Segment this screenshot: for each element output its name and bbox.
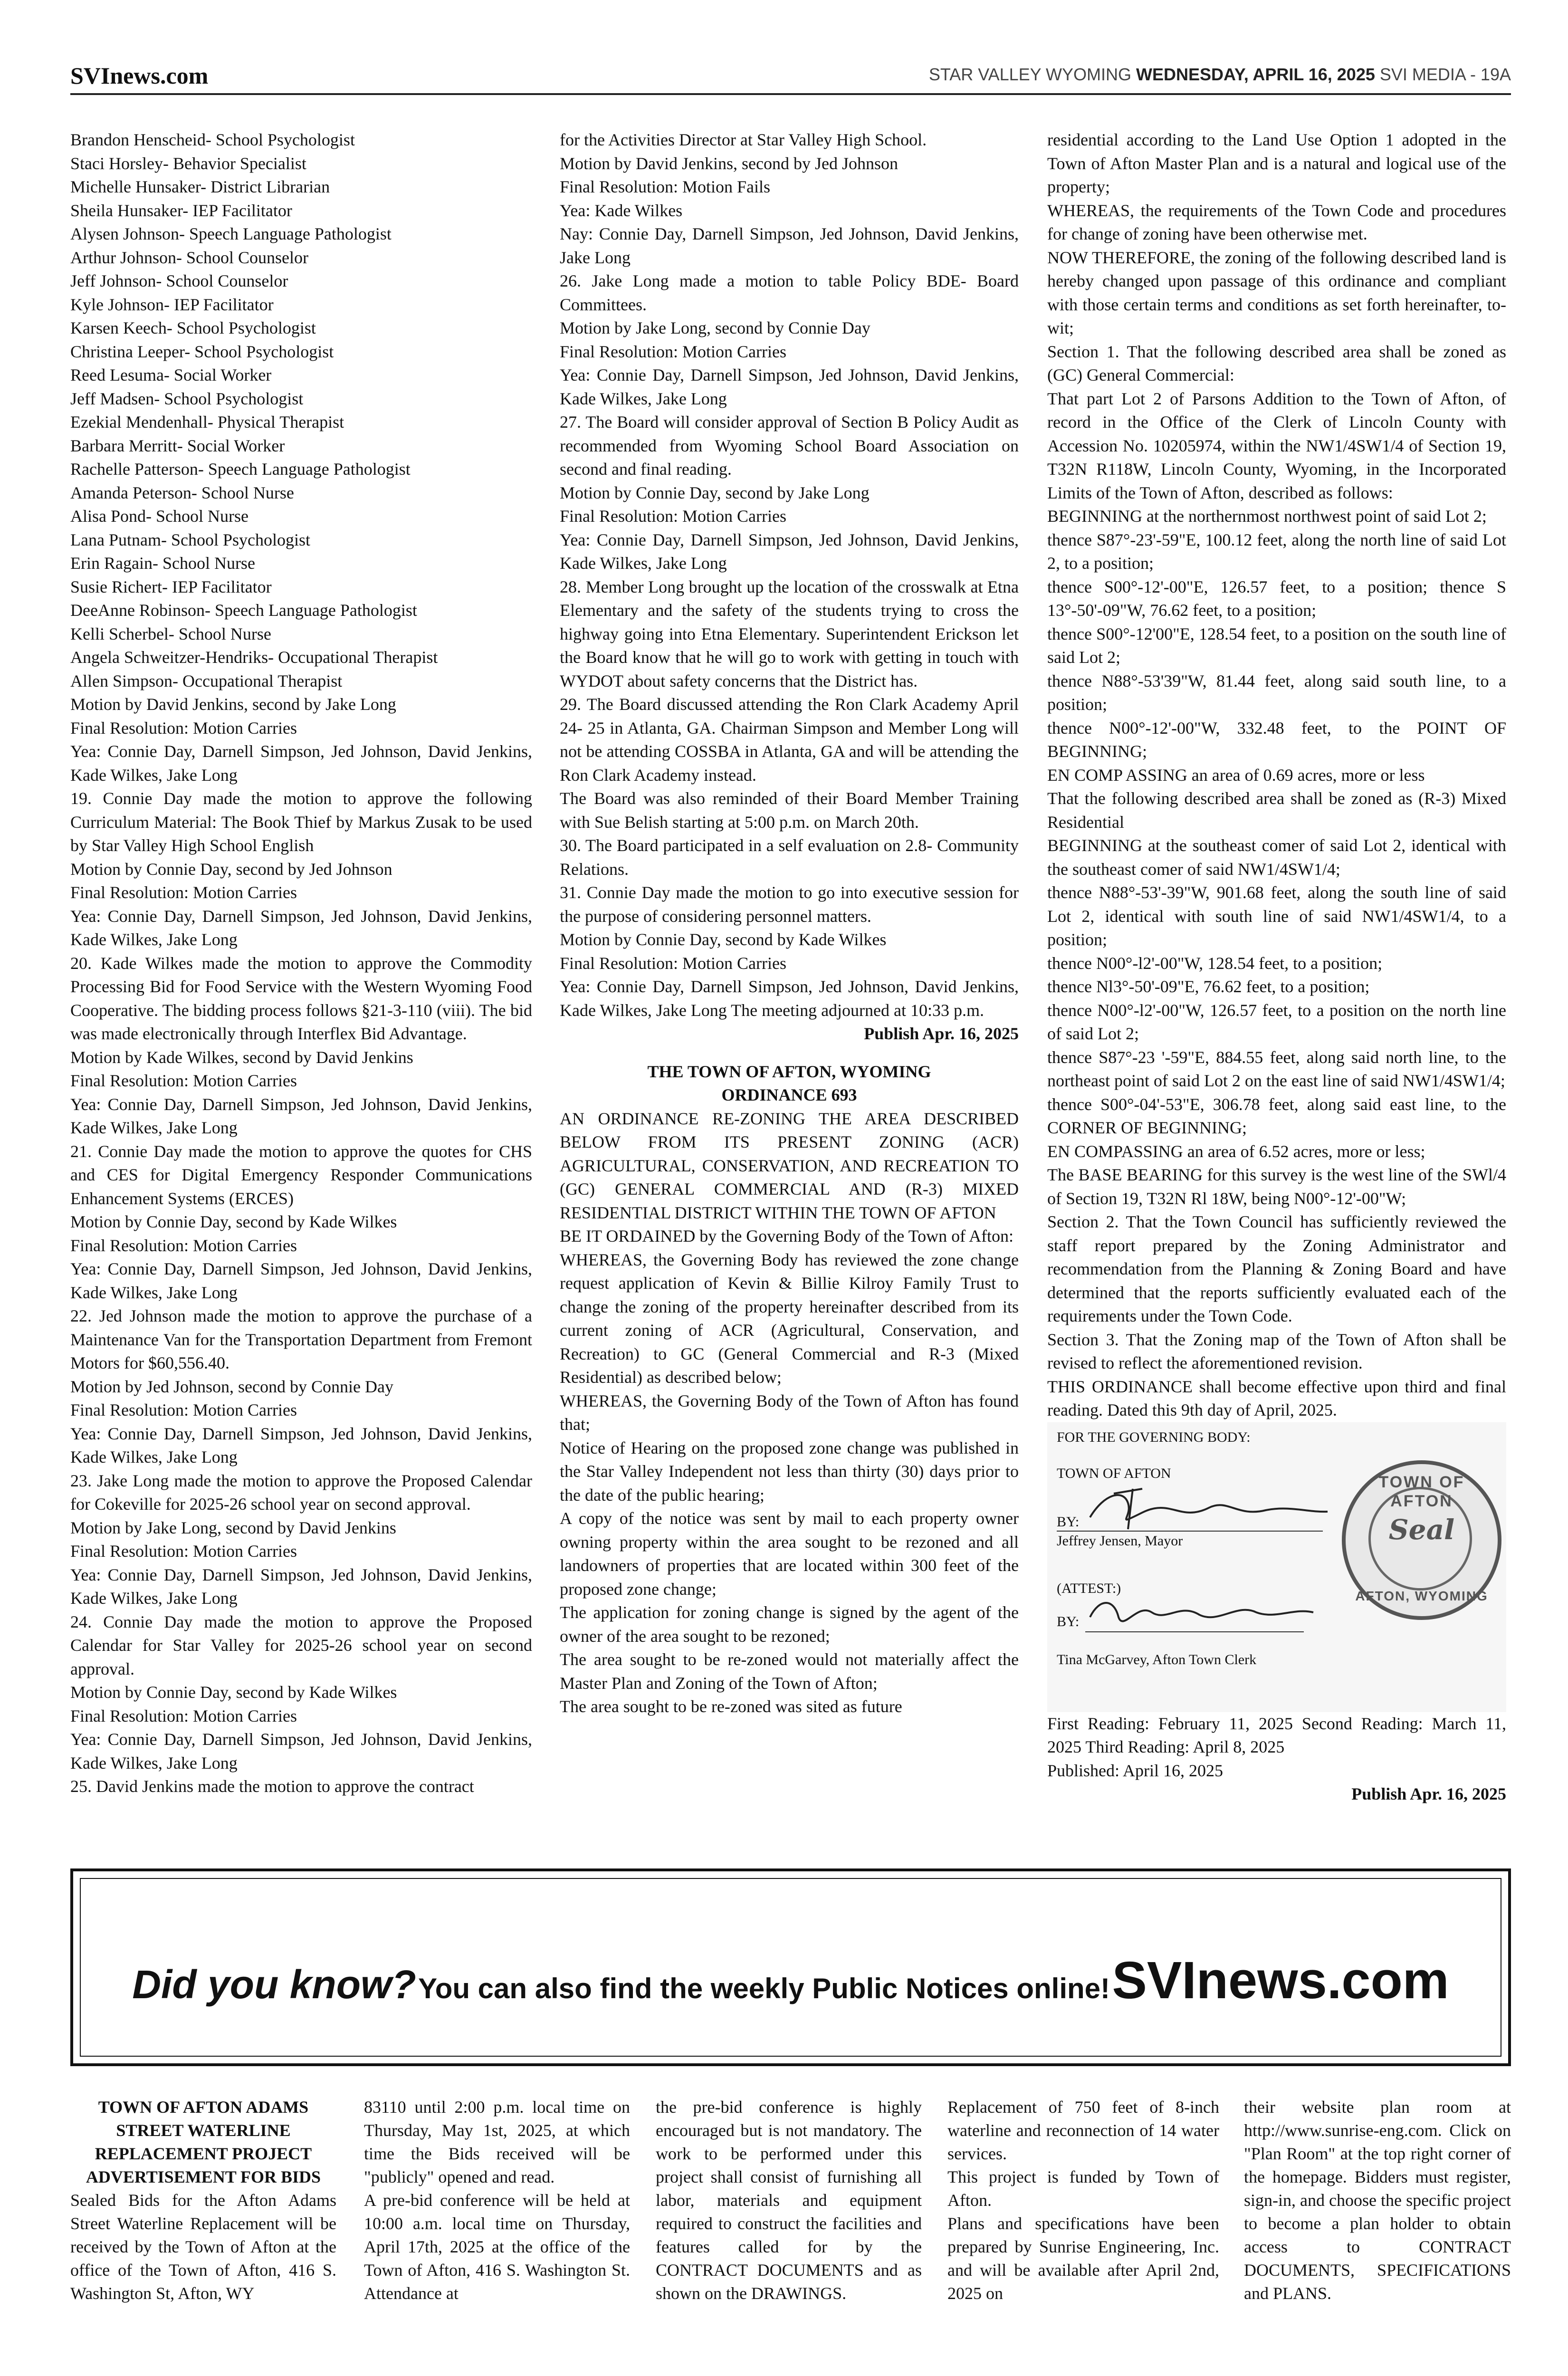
for-governing-body: FOR THE GOVERNING BODY: <box>1057 1429 1251 1445</box>
minutes-line: 27. The Board will consider approval of Section B Policy Audit as recommended from Wyoming School Board Association on second and final reading. <box>560 412 1019 479</box>
minutes-line: Final Resolution: Motion Carries <box>70 1071 297 1090</box>
minutes-line: 29. The Board discussed attending the Ron Clark Academy April 24- 25 in Atlanta, GA. Chairman Simpson and Member Long will not be attending COSSBA in Atlanta, GA and will be attending the Ron Clark Academy instead. <box>560 695 1019 785</box>
ordinance-paragraph: EN COMPASSING an area of 6.52 acres, more or less; <box>1047 1141 1425 1161</box>
minutes-line: Final Resolution: Motion Carries <box>560 953 786 973</box>
minutes-line: Michelle Hunsaker- District Librarian <box>70 177 330 196</box>
by-label-2: BY: <box>1057 1613 1080 1629</box>
minutes-line: 30. The Board participated in a self evaluation on 2.8- Community Relations. <box>560 836 1019 879</box>
minutes-line: Barbara Merritt- Social Worker <box>70 436 285 455</box>
bid-text-1: Sealed Bids for the Afton Adams Street Waterline Replacement will be received by the Town of Afton at the office of the Town of Afton, 416 S. Washington St, Afton, WY <box>70 2191 336 2303</box>
banner-message: You can also find the weekly Public Notices online! <box>418 1973 1110 2004</box>
minutes-line: 21. Connie Day made the motion to approve the quotes for CHS and CES for Digital Emergency Responder Communications Enhancement Systems (ERCES) <box>70 1141 532 1208</box>
minutes-line: Yea: Connie Day, Darnell Simpson, Jed Johnson, David Jenkins, Kade Wilkes, Jake Long <box>70 1259 532 1302</box>
bid-text-4b: This project is funded by Town of Afton. <box>947 2167 1219 2210</box>
ordinance-paragraph: thence N88°-53'-39"W, 901.68 feet, along the south line of said Lot 2, identical with south line of said NW1/4SW1/4, to a position; <box>1047 883 1506 949</box>
ordinance-number: ORDINANCE 693 <box>721 1085 857 1104</box>
reading-dates: First Reading: February 11, 2025 Second Reading: March 11, 2025 Third Reading: April 8, 2025 <box>1047 1714 1506 1756</box>
minutes-line: Final Resolution: Motion Carries <box>70 883 297 902</box>
ordinance-paragraph: NOW THEREFORE, the zoning of the following described land is hereby changed upon passage of this ordinance and compliant with those certain terms and conditions as set forth hereinafter, to-wit; <box>1047 248 1506 337</box>
minutes-line: Nay: Connie Day, Darnell Simpson, Jed Johnson, David Jenkins, Jake Long <box>560 224 1019 267</box>
column-1 <box>70 128 532 1799</box>
bid-column-2 <box>364 2096 630 2305</box>
page-header <box>70 62 1511 90</box>
issue-line <box>929 65 1511 85</box>
ordinance-paragraph: Section 3. That the Zoning map of the Town of Afton shall be revised to reflect the aforementioned revision. <box>1047 1330 1506 1372</box>
minutes-line: Final Resolution: Motion Carries <box>70 718 297 738</box>
minutes-line: Alisa Pond- School Nurse <box>70 507 249 526</box>
town-label: TOWN OF AFTON <box>1057 1465 1171 1481</box>
minutes-line: Rachelle Patterson- Speech Language Pathologist <box>70 460 411 479</box>
bid-text-4c: Plans and specifications have been prepared by Sunrise Engineering, Inc. and will be available after April 2nd, 2025 on <box>947 2214 1219 2303</box>
issue-date: WEDNESDAY, APRIL 16, 2025 <box>1136 65 1375 84</box>
minutes-line: Angela Schweitzer-Hendriks- Occupational Therapist <box>70 648 438 667</box>
mayor-name: Jeffrey Jensen, Mayor <box>1057 1531 1323 1551</box>
bid-column-4 <box>947 2096 1219 2305</box>
minutes-line: Lana Putnam- School Psychologist <box>70 530 310 549</box>
bid-notice-title: TOWN OF AFTON ADAMS STREET WATERLINE REPLACEMENT PROJECT ADVERTISEMENT FOR BIDS <box>86 2098 321 2186</box>
minutes-line: for the Activities Director at Star Valley High School. <box>560 130 927 149</box>
ordinance-paragraph: residential according to the Land Use Option 1 adopted in the Town of Afton Master Plan and is a natural and logical use of the property; <box>1047 130 1506 196</box>
ordinance-paragraph: thence Nl3°-50'-09"E, 76.62 feet, to a position; <box>1047 977 1370 996</box>
minutes-line: Motion by Connie Day, second by Jake Long <box>560 483 870 502</box>
minutes-line: Yea: Connie Day, Darnell Simpson, Jed Johnson, David Jenkins, Kade Wilkes, Jake Long <box>560 365 1019 408</box>
ordinance-paragraph: thence S87°-23 '-59"E, 884.55 feet, along said north line, to the northeast point of said Lot 2 on the east line of said NW1/4SW1/4; <box>1047 1047 1506 1090</box>
published-date: Published: April 16, 2025 <box>1047 1761 1224 1780</box>
ordinance-paragraph: thence S87°-23'-59"E, 100.12 feet, along the north line of said Lot 2, to a position; <box>1047 530 1506 573</box>
ordinance-paragraph: The area sought to be re-zoned was sited as future <box>560 1697 902 1716</box>
minutes-line: Brandon Henscheid- School Psychologist <box>70 130 355 149</box>
ordinance-paragraph: thence N88°-53'39"W, 81.44 feet, along said south line, to a position; <box>1047 671 1506 714</box>
ordinance-paragraph: thence S00°-12'00"E, 128.54 feet, to a position on the south line of said Lot 2; <box>1047 624 1506 667</box>
town-seal-icon: TOWN OF AFTON Seal AFTON, WYOMING <box>1342 1460 1501 1620</box>
minutes-line: Final Resolution: Motion Carries <box>560 507 786 526</box>
issue-location: STAR VALLEY WYOMING <box>928 65 1131 84</box>
header-rule <box>70 93 1511 95</box>
clerk-signature <box>1085 1589 1332 1636</box>
minutes-line: Yea: Kade Wilkes <box>560 201 683 220</box>
ordinance-title: THE TOWN OF AFTON, WYOMING <box>647 1062 931 1081</box>
minutes-line: Yea: Connie Day, Darnell Simpson, Jed Johnson, David Jenkins, Kade Wilkes, Jake Long <box>70 1565 532 1608</box>
minutes-line: The Board was also reminded of their Board Member Training with Sue Belish starting at 5:00 p.m. on March 20th. <box>560 789 1019 832</box>
signature-block <box>1047 1422 1506 1712</box>
ordinance-paragraph: thence S00°-12'-00"E, 126.57 feet, to a position; thence S 13°-50'-09"W, 76.62 feet, to a position; <box>1047 577 1506 620</box>
ordinance-paragraph: Section 2. That the Town Council has sufficiently reviewed the staff report prepared by the Zoning Administrator and recommendation from the Planning & Zoning Board and have determined that the reports sufficiently evaluated each of the requirements under the Town Code. <box>1047 1212 1506 1325</box>
ordinance-paragraph: BEGINNING at the northernmost northwest point of said Lot 2; <box>1047 507 1487 526</box>
ordinance-paragraph: BE IT ORDAINED by the Governing Body of the Town of Afton: <box>560 1226 1014 1245</box>
minutes-line: 22. Jed Johnson made the motion to approve the purchase of a Maintenance Van for the Transportation Department from Fremont Motors for $60,556.40. <box>70 1306 532 1372</box>
ordinance-paragraph: EN COMP ASSING an area of 0.69 acres, more or less <box>1047 765 1425 785</box>
minutes-line: 20. Kade Wilkes made the motion to approve the Commodity Processing Bid for Food Service with the Western Wyoming Food Cooperative. The bidding process follows §21-3-110 (viii). The bid was made electronically through Interflex Bid Advantage. <box>70 953 532 1043</box>
bid-column-5 <box>1244 2096 1511 2305</box>
site-name: SVInews.com <box>70 62 209 89</box>
minutes-line: Arthur Johnson- School Counselor <box>70 248 308 267</box>
minutes-line: 25. David Jenkins made the motion to approve the contract <box>70 1777 474 1796</box>
ordinance-body <box>560 1107 1019 1719</box>
bid-text-3: the pre-bid conference is highly encouraged but is not mandatory. The work to be performed under this project shall consist of furnishing all labor, materials and equipment required to construct the facilities and features called for by the CONTRACT DOCUMENTS and as shown on the DRAWINGS. <box>656 2098 922 2303</box>
minutes-line: 23. Jake Long made the motion to approve the Proposed Calendar for Cokeville for 2025-26 school year on second approval. <box>70 1471 532 1514</box>
minutes-line: Final Resolution: Motion Carries <box>70 1400 297 1419</box>
minutes-line: Reed Lesuma- Social Worker <box>70 365 272 384</box>
bid-text-5: their website plan room at http://www.sunrise-eng.com. Click on "Plan Room" at the top right corner of the homepage. Bidders must register, sign-in, and choose the specific project to become a plan holder to obtain access to CONTRACT DOCUMENTS, SPECIFICATIONS and PLANS. <box>1244 2098 1511 2303</box>
ordinance-paragraph: THIS ORDINANCE shall become effective upon third and final reading. Dated this 9th day of April, 2025. <box>1047 1377 1506 1419</box>
minutes-line: DeeAnne Robinson- Speech Language Pathologist <box>70 601 417 620</box>
column-3 <box>1047 128 1506 1806</box>
minutes-line: Motion by Jake Long, second by Connie Day <box>560 318 870 337</box>
bid-text-2a: 83110 until 2:00 p.m. local time on Thursday, May 1st, 2025, at which time the Bids received will be "publicly" opened and read. <box>364 2098 630 2186</box>
minutes-line: Final Resolution: Motion Carries <box>70 1236 297 1255</box>
minutes-line: Kyle Johnson- IEP Facilitator <box>70 295 274 314</box>
ordinance-paragraph: thence N00°-l2'-00"W, 126.57 feet, to a position on the north line of said Lot 2; <box>1047 1000 1506 1043</box>
clerk-name: Tina McGarvey, Afton Town Clerk <box>1057 1651 1257 1667</box>
banner-question: Did you know? <box>132 1962 416 2007</box>
ordinance-paragraph: Notice of Hearing on the proposed zone change was published in the Star Valley Independent not less than thirty (30) days prior to the date of the public hearing; <box>560 1438 1019 1504</box>
banner-site-link[interactable]: SVInews.com <box>1112 1951 1449 2010</box>
column-2 <box>560 128 1019 1719</box>
by-label: BY: <box>1057 1514 1080 1530</box>
ordinance-paragraph: thence N00°-l2'-00"W, 128.54 feet, to a position; <box>1047 953 1383 973</box>
publish-date-2: Publish Apr. 16, 2025 <box>1351 1784 1506 1803</box>
ordinance-paragraph: The application for zoning change is signed by the agent of the owner of the area sought to be rezoned; <box>560 1603 1019 1646</box>
minutes-line: Susie Richert- IEP Facilitator <box>70 577 272 596</box>
ordinance-paragraph: WHEREAS, the Governing Body has reviewed the zone change request application of Kevin & Billie Kilroy Family Trust to change the zoning of the property hereinafter described from its current zoning of ACR (Agricultural, Conservation, and Recreation) to GC (General Commercial and R-3 (Mixed Residential) as described below; <box>560 1250 1019 1387</box>
minutes-line: Christina Leeper- School Psychologist <box>70 342 334 361</box>
minutes-line: 26. Jake Long made a motion to table Policy BDE- Board Committees. <box>560 271 1019 314</box>
minutes-line: Allen Simpson- Occupational Therapist <box>70 671 343 690</box>
minutes-line: Jeff Johnson- School Counselor <box>70 271 288 290</box>
minutes-line: Jeff Madsen- School Psychologist <box>70 389 304 408</box>
bid-column-3 <box>656 2096 922 2305</box>
minutes-line: Motion by David Jenkins, second by Jed Johnson <box>560 153 898 173</box>
attest-label: (ATTEST:) <box>1057 1580 1121 1596</box>
minutes-line: Motion by David Jenkins, second by Jake Long <box>70 695 396 714</box>
minutes-line: Final Resolution: Motion Carries <box>560 342 786 361</box>
ordinance-paragraph: AN ORDINANCE RE-ZONING THE AREA DESCRIBED BELOW FROM ITS PRESENT ZONING (ACR) AGRICULTURAL, CONSERVATION, AND RECREATION TO (GC) GENERAL COMMERCIAL AND (R-3) MIXED RESIDENTIAL DISTRICT WITHIN THE TOWN OF AFTON <box>560 1109 1019 1222</box>
ordinance-paragraph: The BASE BEARING for this survey is the west line of the SWl/4 of Section 19, T32N Rl 18W, being N00°-12'-00"W; <box>1047 1165 1506 1208</box>
minutes-line: Yea: Connie Day, Darnell Simpson, Jed Johnson, David Jenkins, Kade Wilkes, Jake Long <box>70 1094 532 1137</box>
minutes-line: 31. Connie Day made the motion to go into executive session for the purpose of considering personnel matters. <box>560 883 1019 926</box>
ordinance-paragraph: WHEREAS, the requirements of the Town Code and procedures for change of zoning have been otherwise met. <box>1047 201 1506 243</box>
minutes-line: Ezekial Mendenhall- Physical Therapist <box>70 412 344 431</box>
minutes-line: Alysen Johnson- Speech Language Pathologist <box>70 224 392 243</box>
minutes-line: Final Resolution: Motion Fails <box>560 177 771 196</box>
ordinance-paragraph: A copy of the notice was sent by mail to each property owner owning property within the area sought to be rezoned and all landowners of properties that are located within 300 feet of the proposed zone change; <box>560 1509 1019 1599</box>
bid-text-4a: Replacement of 750 feet of 8-inch waterline and reconnection of 14 water services. <box>947 2098 1219 2163</box>
issue-page: SVI MEDIA - 19A <box>1379 65 1511 84</box>
ordinance-paragraph: That the following described area shall be zoned as (R-3) Mixed Residential <box>1047 789 1506 832</box>
minutes-line: Motion by Connie Day, second by Kade Wilkes <box>70 1683 397 1702</box>
minutes-line: Motion by Connie Day, second by Kade Wilkes <box>70 1212 397 1231</box>
bid-column-1 <box>70 2096 336 2305</box>
minutes-line: 19. Connie Day made the motion to approve the following Curriculum Material: The Book Thief by Markus Zusak to be used by Star Valley High School English <box>70 789 532 855</box>
minutes-line: Yea: Connie Day, Darnell Simpson, Jed Johnson, David Jenkins, Kade Wilkes, Jake Long <box>70 1730 532 1772</box>
ordinance-body-continued <box>1047 128 1506 1422</box>
minutes-line: Motion by Jake Long, second by David Jenkins <box>70 1518 396 1537</box>
ordinance-paragraph: That part Lot 2 of Parsons Addition to the Town of Afton, of record in the Office of the Clerk of Lincoln County with Accession No. 10205974, within the NW1/4SW1/4 of Section 19, T32N R118W, Lincoln County, Wyoming, in the Incorporated Limits of the Town of Afton, described as follows: <box>1047 389 1506 502</box>
ordinance-paragraph: thence S00°-04'-53"E, 306.78 feet, along said east line, to the CORNER OF BEGINNING; <box>1047 1094 1506 1137</box>
mayor-signature <box>1085 1484 1332 1536</box>
ordinance-paragraph: The area sought to be re-zoned would not materially affect the Master Plan and Zoning of the Town of Afton; <box>560 1650 1019 1693</box>
minutes-line: Yea: Connie Day, Darnell Simpson, Jed Johnson, David Jenkins, Kade Wilkes, Jake Long <box>70 906 532 949</box>
minutes-line: 28. Member Long brought up the location of the crosswalk at Etna Elementary and the safety of the students trying to cross the highway going into Etna Elementary. Superintendent Erickson let the Board know that he will go to work with getting in touch with WYDOT about safety concerns that the District has. <box>560 577 1019 690</box>
ordinance-paragraph: WHEREAS, the Governing Body of the Town of Afton has found that; <box>560 1391 1019 1434</box>
minutes-line: 24. Connie Day made the motion to approve the Proposed Calendar for Star Valley for 2025-26 school year on second approval. <box>70 1612 532 1678</box>
board-minutes-continued <box>560 128 1019 1022</box>
minutes-line: Kelli Scherbel- School Nurse <box>70 624 271 643</box>
ordinance-paragraph: thence N00°-12'-00"W, 332.48 feet, to the POINT OF BEGINNING; <box>1047 718 1506 761</box>
minutes-line: Motion by Connie Day, second by Jed Johnson <box>70 859 392 879</box>
minutes-line: Final Resolution: Motion Carries <box>70 1542 297 1561</box>
minutes-line: Yea: Connie Day, Darnell Simpson, Jed Johnson, David Jenkins, Kade Wilkes, Jake Long The meeting adjourned at 10:33 p.m. <box>560 977 1019 1020</box>
svinews-banner[interactable] <box>70 1868 1511 2066</box>
minutes-line: Final Resolution: Motion Carries <box>70 1706 297 1725</box>
ordinance-paragraph: BEGINNING at the southeast comer of said Lot 2, identical with the southeast comer of said NW1/4SW1/4; <box>1047 836 1506 879</box>
minutes-line: Motion by Jed Johnson, second by Connie Day <box>70 1377 393 1396</box>
minutes-line: Staci Horsley- Behavior Specialist <box>70 153 306 173</box>
minutes-line: Yea: Connie Day, Darnell Simpson, Jed Johnson, David Jenkins, Kade Wilkes, Jake Long <box>70 1424 532 1466</box>
ordinance-paragraph: Section 1. That the following described area shall be zoned as (GC) General Commercial: <box>1047 342 1506 384</box>
clerk-signature-line <box>1085 1631 1304 1633</box>
minutes-line: Sheila Hunsaker- IEP Facilitator <box>70 201 292 220</box>
minutes-line: Yea: Connie Day, Darnell Simpson, Jed Johnson, David Jenkins, Kade Wilkes, Jake Long <box>560 530 1019 573</box>
minutes-line: Erin Ragain- School Nurse <box>70 554 255 573</box>
minutes-line: Motion by Kade Wilkes, second by David Jenkins <box>70 1047 413 1067</box>
publish-date: Publish Apr. 16, 2025 <box>864 1024 1019 1043</box>
minutes-line: Karsen Keech- School Psychologist <box>70 318 316 337</box>
minutes-line: Motion by Connie Day, second by Kade Wilkes <box>560 930 887 949</box>
minutes-line: Yea: Connie Day, Darnell Simpson, Jed Johnson, David Jenkins, Kade Wilkes, Jake Long <box>70 742 532 785</box>
minutes-line: Amanda Peterson- School Nurse <box>70 483 294 502</box>
bid-text-2b: A pre-bid conference will be held at 10:00 a.m. local time on Thursday, April 17th, 2025 at the office of the Town of Afton, 416 S. Washington St. Attendance at <box>364 2191 630 2303</box>
